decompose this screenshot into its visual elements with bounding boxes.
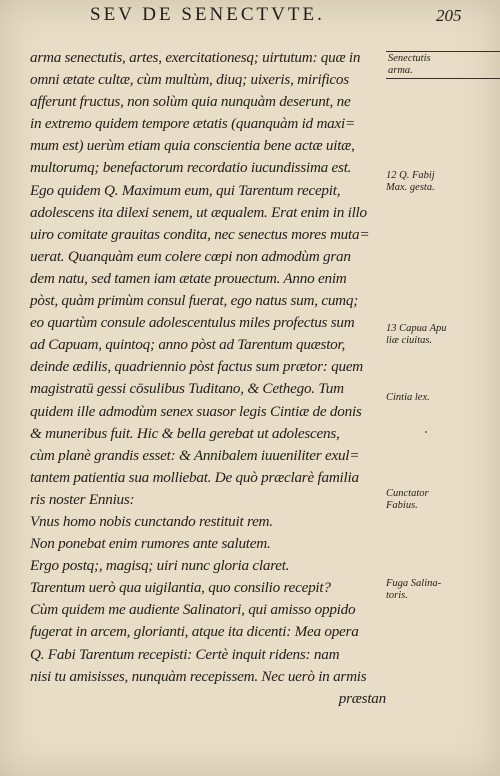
body-text — [30, 47, 386, 710]
verse-line: Vnus homo nobis cunctando restituit rem. — [30, 512, 273, 530]
text-line: ad Capuam, quintoq; anno pòst ad Tarentum quæstor, — [30, 336, 346, 354]
text-line: in extremo quidem tempore ætatis (quanquàm id maxi= — [30, 115, 355, 133]
text-line: uiro comitate grauitas condita, nec senectus mores muta= — [30, 225, 370, 243]
verse-line: Ergo postq;, magisq; uiri nunc gloria claret. — [30, 557, 290, 575]
text-line: & muneribus fuit. Hic & bella gerebat ut adolescens, — [30, 424, 340, 442]
text-line: dem natu, sed tamen iam ætate prouectum. Anno enim — [30, 269, 347, 287]
margin-note: Fuga Salina- toris. — [386, 578, 442, 601]
text-line: nisi tu amisisses, nunquàm recepissem. Nec uerò in armis — [30, 667, 367, 685]
text-line: adolescens ita dilexi senem, ut æqualem. Erat enim in illo — [30, 203, 367, 221]
verse-line: Non ponebat enim rumores ante salutem. — [30, 535, 271, 553]
ink-speck — [425, 431, 427, 433]
text-line: eo quartùm consule adolescentulus miles profectus sum — [30, 314, 355, 332]
text-line: tantem patientia sua molliebat. De quò præclarè familia — [30, 468, 359, 486]
margin-note: 12 Q. Fabij Max. gesta. — [386, 170, 435, 193]
text-line: multorumq; benefactorum recordatio iucundissima est. — [30, 159, 352, 177]
text-line: Q. Fabi Tarentum recepisti: Certè inquit ridens: nam — [30, 645, 340, 663]
page-number: 205 — [436, 6, 462, 25]
margin-note: 13 Capua Apu liæ ciuitas. — [386, 323, 447, 346]
text-line: omni ætate cultæ, cùm multùm, diuq; uixeris, mirificos — [30, 71, 349, 89]
text-line: ris noster Ennius: — [30, 490, 135, 508]
text-line: magistratū gessi cōsulibus Tuditano, & Cethego. Tum — [30, 380, 344, 398]
text-line: Cùm quidem me audiente Salinatori, qui amisso oppido — [30, 601, 356, 619]
text-line: pòst, quàm primùm consul fuerat, ego natus sum, cumq; — [30, 292, 359, 310]
text-line: Ego quidem Q. Maximum eum, qui Tarentum recepit, — [30, 181, 341, 199]
margin-note: Cunctator Fabius. — [386, 488, 429, 511]
text-line: deinde ædilis, quadriennio pòst factus sum prætor: quem — [30, 358, 364, 376]
text-line: Tarentum uerò qua uigilantia, quo consilio recepit? — [30, 579, 331, 597]
text-line: mum est) uerùm etiam quia conscientia bene actæ uitæ, — [30, 137, 355, 155]
text-line: cùm planè grandis esset: & Annibalem iuueniliter exul= — [30, 446, 360, 464]
text-line: fugerat in arcem, glorianti, atque ita dicenti: Mea opera — [30, 623, 359, 641]
text-line: arma senectutis, artes, exercitationesq; uirtutum: quæ in — [30, 49, 361, 66]
text-line: afferunt fructus, non solùm quia nunquàm deserunt, ne — [30, 93, 351, 111]
margin-note: Senectutis arma. — [386, 51, 500, 79]
margin-note: Cintia lex. — [386, 392, 430, 403]
catchword: præstan — [338, 689, 386, 707]
text-line: quidem ille admodùm senex suasor legis Cintiæ de donis — [30, 402, 362, 420]
text-line: uerat. Quanquàm eum colere cœpi non admodùm gran — [30, 247, 351, 265]
running-title: SEV DE SENECTVTE. — [90, 4, 325, 25]
